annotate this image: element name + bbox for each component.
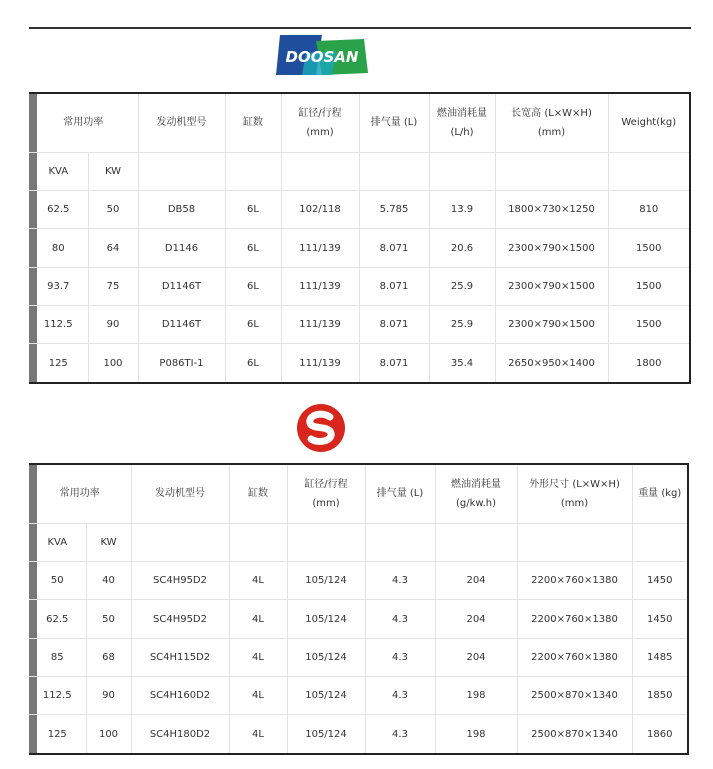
empty-header-cell <box>632 523 687 561</box>
table-cell: 2200×760×1380 <box>517 600 632 638</box>
column-header: 外形尺寸 (L×W×H) (mm) <box>517 465 632 523</box>
empty-header-cell <box>359 152 429 190</box>
table-cell: 80 <box>29 229 88 267</box>
table-cell: 1450 <box>632 562 687 600</box>
table-cell: 1800 <box>608 344 689 382</box>
table-cell: 105/124 <box>287 600 365 638</box>
table-cell: SC4H95D2 <box>131 600 229 638</box>
table-cell: 2500×870×1340 <box>517 676 632 714</box>
column-subheader: KW <box>88 152 138 190</box>
table-cell: SC4H95D2 <box>131 562 229 600</box>
empty-header-cell <box>608 152 689 190</box>
table-cell: SC4H115D2 <box>131 638 229 676</box>
table-row <box>29 562 687 600</box>
table-row <box>29 191 689 229</box>
column-header: Weight(kg) <box>608 94 689 152</box>
table-cell: 8.071 <box>359 267 429 305</box>
column-subheader: KVA <box>29 523 86 561</box>
table-cell: 1500 <box>608 267 689 305</box>
table-cell: 85 <box>29 638 86 676</box>
table-cell: 1800×730×1250 <box>495 191 608 229</box>
table-cell: 90 <box>88 305 138 343</box>
empty-header-cell <box>429 152 495 190</box>
table-cell: 204 <box>435 562 517 600</box>
table-cell: 105/124 <box>287 562 365 600</box>
column-subheader: KW <box>86 523 131 561</box>
table-cell: 6L <box>225 191 281 229</box>
table-row <box>29 715 687 753</box>
table-cell: P086TI-1 <box>138 344 225 382</box>
header-row <box>29 94 689 152</box>
table-cell: 100 <box>88 344 138 382</box>
doosan-spec-table <box>29 94 689 382</box>
table-cell: 204 <box>435 600 517 638</box>
column-header: 燃油消耗量 (g/kw.h) <box>435 465 517 523</box>
empty-header-cell <box>287 523 365 561</box>
table-cell: 125 <box>29 344 88 382</box>
table-cell: 1860 <box>632 715 687 753</box>
table-cell: 111/139 <box>281 305 359 343</box>
table-cell: 2650×950×1400 <box>495 344 608 382</box>
column-header: 燃油消耗量 (L/h) <box>429 94 495 152</box>
table-cell: D1146 <box>138 229 225 267</box>
table-cell: 105/124 <box>287 638 365 676</box>
sdec-spec-table-wrap <box>29 463 689 755</box>
table-cell: 6L <box>225 344 281 382</box>
table-cell: 93.7 <box>29 267 88 305</box>
table-cell: 4.3 <box>365 638 435 676</box>
table-row <box>29 344 689 382</box>
table-cell: 4.3 <box>365 676 435 714</box>
table-cell: 25.9 <box>429 305 495 343</box>
table-cell: 4.3 <box>365 600 435 638</box>
column-header: 常用功率 <box>29 465 131 523</box>
table-cell: 4L <box>229 638 287 676</box>
table-cell: 4.3 <box>365 562 435 600</box>
table-cell: DB58 <box>138 191 225 229</box>
table-cell: 1500 <box>608 305 689 343</box>
column-subheader: KVA <box>29 152 88 190</box>
table-cell: 6L <box>225 267 281 305</box>
column-header: 发动机型号 <box>138 94 225 152</box>
header-row <box>29 465 687 523</box>
table-cell: 40 <box>86 562 131 600</box>
table-cell: 62.5 <box>29 191 88 229</box>
table-cell: 4.3 <box>365 715 435 753</box>
table-cell: 112.5 <box>29 305 88 343</box>
table-cell: 90 <box>86 676 131 714</box>
table-cell: 8.071 <box>359 344 429 382</box>
table-cell: 50 <box>86 600 131 638</box>
column-header: 缸径/行程 (mm) <box>287 465 365 523</box>
table-cell: 20.6 <box>429 229 495 267</box>
table-cell: 810 <box>608 191 689 229</box>
empty-header-cell <box>138 152 225 190</box>
table-cell: 111/139 <box>281 229 359 267</box>
column-header: 长宽高 (L×W×H) (mm) <box>495 94 608 152</box>
table-cell: 64 <box>88 229 138 267</box>
column-header: 发动机型号 <box>131 465 229 523</box>
table-row <box>29 229 689 267</box>
table-cell: 111/139 <box>281 344 359 382</box>
table-cell: 2500×870×1340 <box>517 715 632 753</box>
column-header: 缸数 <box>229 465 287 523</box>
doosan-logo <box>276 33 368 77</box>
subheader-row <box>29 152 689 190</box>
table-cell: 75 <box>88 267 138 305</box>
column-header: 缸径/行程 (mm) <box>281 94 359 152</box>
table-cell: 35.4 <box>429 344 495 382</box>
table-cell: 50 <box>88 191 138 229</box>
table-cell: 5.785 <box>359 191 429 229</box>
table-cell: 50 <box>29 562 86 600</box>
empty-header-cell <box>225 152 281 190</box>
column-header: 重量 (kg) <box>632 465 687 523</box>
table-cell: 6L <box>225 305 281 343</box>
table-cell: 111/139 <box>281 267 359 305</box>
sdec-spec-table <box>29 465 687 753</box>
table-cell: 112.5 <box>29 676 86 714</box>
table-row <box>29 600 687 638</box>
top-divider <box>29 27 691 29</box>
empty-header-cell <box>517 523 632 561</box>
table-cell: 8.071 <box>359 305 429 343</box>
table-cell: 102/118 <box>281 191 359 229</box>
table-cell: 1850 <box>632 676 687 714</box>
table-cell: D1146T <box>138 267 225 305</box>
empty-header-cell <box>435 523 517 561</box>
table-cell: 204 <box>435 638 517 676</box>
table-cell: 1500 <box>608 229 689 267</box>
table-cell: 1485 <box>632 638 687 676</box>
doosan-spec-table-wrap <box>29 92 691 384</box>
table-cell: 2300×790×1500 <box>495 267 608 305</box>
column-header: 排气量 (L) <box>359 94 429 152</box>
table-cell: 1450 <box>632 600 687 638</box>
table-cell: 198 <box>435 715 517 753</box>
table-cell: 68 <box>86 638 131 676</box>
table-cell: 198 <box>435 676 517 714</box>
table-cell: 6L <box>225 229 281 267</box>
table-cell: 13.9 <box>429 191 495 229</box>
doosan-logo-text: DOOSAN <box>285 48 359 66</box>
empty-header-cell <box>229 523 287 561</box>
table-cell: 25.9 <box>429 267 495 305</box>
table-cell: SC4H160D2 <box>131 676 229 714</box>
table-cell: 4L <box>229 676 287 714</box>
table-cell: 125 <box>29 715 86 753</box>
table-cell: SC4H180D2 <box>131 715 229 753</box>
table-row <box>29 267 689 305</box>
empty-header-cell <box>281 152 359 190</box>
table-cell: 105/124 <box>287 715 365 753</box>
subheader-row <box>29 523 687 561</box>
table-cell: 2300×790×1500 <box>495 229 608 267</box>
table-cell: 2200×760×1380 <box>517 562 632 600</box>
table-cell: 4L <box>229 600 287 638</box>
table-row <box>29 676 687 714</box>
table-cell: 2200×760×1380 <box>517 638 632 676</box>
table-row <box>29 638 687 676</box>
empty-header-cell <box>131 523 229 561</box>
table-cell: 4L <box>229 715 287 753</box>
empty-header-cell <box>495 152 608 190</box>
table-row <box>29 305 689 343</box>
table-cell: 105/124 <box>287 676 365 714</box>
table-cell: 4L <box>229 562 287 600</box>
column-header: 缸数 <box>225 94 281 152</box>
table-cell: 2300×790×1500 <box>495 305 608 343</box>
sdec-logo <box>296 403 346 453</box>
table-cell: 62.5 <box>29 600 86 638</box>
empty-header-cell <box>365 523 435 561</box>
column-header: 排气量 (L) <box>365 465 435 523</box>
table-cell: 100 <box>86 715 131 753</box>
column-header: 常用功率 <box>29 94 138 152</box>
table-cell: 8.071 <box>359 229 429 267</box>
table-cell: D1146T <box>138 305 225 343</box>
